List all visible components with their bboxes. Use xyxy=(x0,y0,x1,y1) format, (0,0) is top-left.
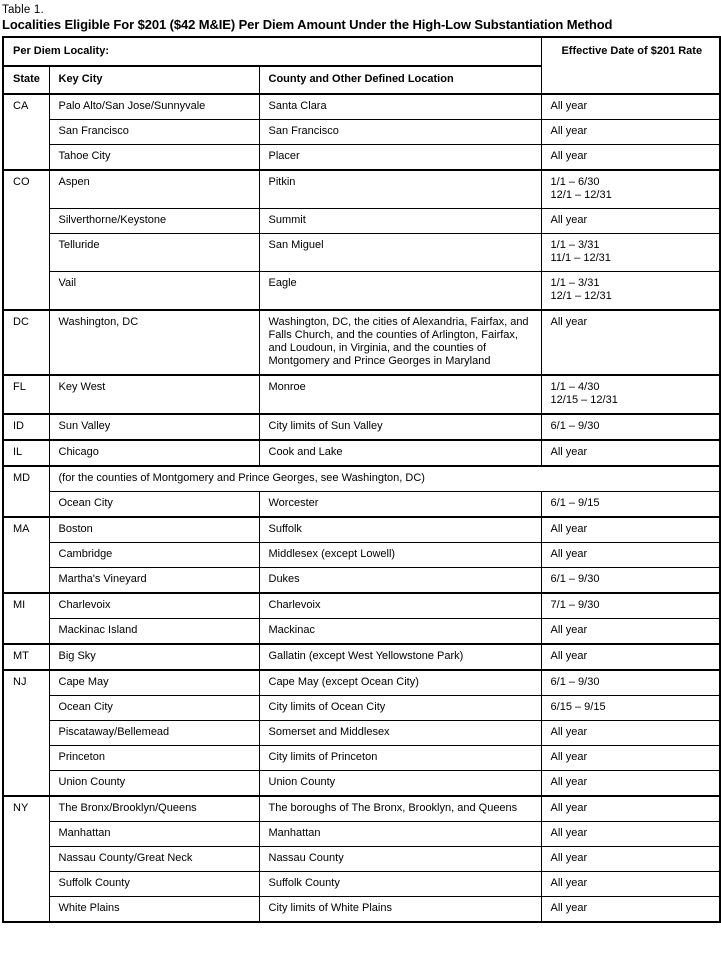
effective-date-cell xyxy=(541,746,720,771)
effective-date-line: All year xyxy=(550,100,588,112)
key-city-cell: Princeton xyxy=(49,746,259,771)
per-diem-locality-header: Per Diem Locality: xyxy=(3,37,541,66)
county-cell: Placer xyxy=(259,145,541,171)
county-cell: Eagle xyxy=(259,272,541,311)
key-city-cell: Vail xyxy=(49,272,259,311)
effective-date-cell xyxy=(541,644,720,670)
effective-date-line: All year xyxy=(550,852,588,864)
effective-date-line: 6/15 – 9/15 xyxy=(550,701,606,713)
county-cell: Somerset and Middlesex xyxy=(259,721,541,746)
key-city-cell: Cambridge xyxy=(49,543,259,568)
effective-date-line: 6/1 – 9/30 xyxy=(550,573,600,585)
table-row xyxy=(3,414,720,440)
state-cell: FL xyxy=(3,375,49,414)
key-city-cell: Aspen xyxy=(49,170,259,209)
county-cell: Manhattan xyxy=(259,822,541,847)
state-cell: CA xyxy=(3,94,49,170)
key-city-cell: Tahoe City xyxy=(49,145,259,171)
effective-date-line: All year xyxy=(550,751,588,763)
effective-date-cell xyxy=(541,234,720,272)
table-row xyxy=(3,872,720,897)
state-column-header: State xyxy=(3,66,49,94)
table-row xyxy=(3,517,720,543)
table-row xyxy=(3,822,720,847)
effective-date-cell xyxy=(541,847,720,872)
county-cell: Worcester xyxy=(259,492,541,518)
state-cell: ID xyxy=(3,414,49,440)
county-cell: City limits of Ocean City xyxy=(259,696,541,721)
county-cell: Nassau County xyxy=(259,847,541,872)
key-city-cell: The Bronx/Brooklyn/Queens xyxy=(49,796,259,822)
key-city-cell: Piscataway/Bellemead xyxy=(49,721,259,746)
effective-date-line: All year xyxy=(550,214,588,226)
effective-date-line: All year xyxy=(550,125,588,137)
effective-date-line: All year xyxy=(550,726,588,738)
effective-date-line: 6/1 – 9/30 xyxy=(550,420,600,432)
county-cell: Pitkin xyxy=(259,170,541,209)
key-city-cell: Sun Valley xyxy=(49,414,259,440)
effective-date-cell xyxy=(541,619,720,645)
key-city-cell: Cape May xyxy=(49,670,259,696)
key-city-cell: Chicago xyxy=(49,440,259,466)
table-row xyxy=(3,234,720,272)
effective-date-cell xyxy=(541,593,720,619)
effective-date-cell xyxy=(541,796,720,822)
effective-date-line: 12/1 – 12/31 xyxy=(550,290,612,302)
table-row xyxy=(3,543,720,568)
county-cell: Washington, DC, the cities of Alexandria, Fairfax, and Falls Church, and the counties of Arlington, Fairfax, and Loudoun, in Virginia, and the counties of Montgomery and Prince Georges in Maryland xyxy=(259,310,541,375)
effective-date-line: All year xyxy=(550,802,588,814)
effective-date-cell xyxy=(541,568,720,594)
key-city-cell: Washington, DC xyxy=(49,310,259,375)
state-cell: IL xyxy=(3,440,49,466)
effective-date-line: All year xyxy=(550,877,588,889)
key-city-cell: Boston xyxy=(49,517,259,543)
effective-date-line: 1/1 – 3/31 xyxy=(550,239,600,251)
table-row xyxy=(3,796,720,822)
table-row xyxy=(3,170,720,209)
page-title: Localities Eligible For $201 ($42 M&IE) Per Diem Amount Under the High-Low Substantiation Method xyxy=(2,17,613,32)
county-cell: City limits of Sun Valley xyxy=(259,414,541,440)
table-row xyxy=(3,619,720,645)
state-cell: NY xyxy=(3,796,49,922)
effective-date-line: 11/1 – 12/31 xyxy=(550,252,611,264)
key-city-cell: Silverthorne/Keystone xyxy=(49,209,259,234)
effective-date-header: Effective Date of $201 Rate xyxy=(541,37,720,94)
table-row xyxy=(3,94,720,120)
county-cell: Santa Clara xyxy=(259,94,541,120)
key-city-cell: Charlevoix xyxy=(49,593,259,619)
table-row xyxy=(3,696,720,721)
county-cell: Middlesex (except Lowell) xyxy=(259,543,541,568)
county-cell: Gallatin (except West Yellowstone Park) xyxy=(259,644,541,670)
key-city-cell: Martha's Vineyard xyxy=(49,568,259,594)
table-row xyxy=(3,375,720,414)
effective-date-cell xyxy=(541,94,720,120)
effective-date-line: All year xyxy=(550,316,588,328)
county-cell: Summit xyxy=(259,209,541,234)
effective-date-cell xyxy=(541,771,720,797)
effective-date-cell xyxy=(541,414,720,440)
effective-date-line: All year xyxy=(550,150,588,162)
county-cell: Mackinac xyxy=(259,619,541,645)
effective-date-line: All year xyxy=(550,624,588,636)
table-row xyxy=(3,721,720,746)
effective-date-cell xyxy=(541,209,720,234)
state-note-cell: (for the counties of Montgomery and Prince Georges, see Washington, DC) xyxy=(49,466,720,492)
table-row xyxy=(3,209,720,234)
effective-date-cell xyxy=(541,721,720,746)
county-cell: Cook and Lake xyxy=(259,440,541,466)
effective-date-line: All year xyxy=(550,650,588,662)
county-cell: San Miguel xyxy=(259,234,541,272)
effective-date-line: All year xyxy=(550,827,588,839)
effective-date-cell xyxy=(541,822,720,847)
key-city-cell: Union County xyxy=(49,771,259,797)
key-city-cell: Key West xyxy=(49,375,259,414)
table-row xyxy=(3,593,720,619)
state-cell: MD xyxy=(3,466,49,517)
county-cell: Suffolk xyxy=(259,517,541,543)
key-city-cell: White Plains xyxy=(49,897,259,923)
state-cell: DC xyxy=(3,310,49,375)
effective-date-line: All year xyxy=(550,446,588,458)
key-city-cell: Ocean City xyxy=(49,492,259,518)
key-city-cell: Telluride xyxy=(49,234,259,272)
county-cell: Dukes xyxy=(259,568,541,594)
effective-date-cell xyxy=(541,696,720,721)
county-column-header: County and Other Defined Location xyxy=(259,66,541,94)
key-city-cell: Suffolk County xyxy=(49,872,259,897)
state-cell: MT xyxy=(3,644,49,670)
effective-date-line: 6/1 – 9/15 xyxy=(550,497,600,509)
effective-date-line: 12/1 – 12/31 xyxy=(550,189,612,201)
county-cell: The boroughs of The Bronx, Brooklyn, and Queens xyxy=(259,796,541,822)
effective-date-line: All year xyxy=(550,902,588,914)
key-city-cell: Ocean City xyxy=(49,696,259,721)
state-cell: NJ xyxy=(3,670,49,796)
effective-date-cell xyxy=(541,145,720,171)
table-row xyxy=(3,568,720,594)
table-row xyxy=(3,771,720,797)
table-row xyxy=(3,897,720,923)
effective-date-cell xyxy=(541,517,720,543)
effective-date-line: All year xyxy=(550,548,588,560)
state-cell: MA xyxy=(3,517,49,593)
effective-date-line: 12/15 – 12/31 xyxy=(550,394,618,406)
effective-date-cell xyxy=(541,872,720,897)
effective-date-cell xyxy=(541,375,720,414)
effective-date-cell xyxy=(541,492,720,518)
county-cell: Suffolk County xyxy=(259,872,541,897)
state-cell: CO xyxy=(3,170,49,310)
effective-date-line: 6/1 – 9/30 xyxy=(550,676,600,688)
effective-date-cell xyxy=(541,272,720,311)
table-row xyxy=(3,440,720,466)
effective-date-cell xyxy=(541,310,720,375)
table-row xyxy=(3,272,720,311)
effective-date-line: All year xyxy=(550,523,588,535)
key-city-column-header: Key City xyxy=(49,66,259,94)
effective-date-line: All year xyxy=(550,776,588,788)
key-city-cell: Nassau County/Great Neck xyxy=(49,847,259,872)
table-row xyxy=(3,847,720,872)
table-row xyxy=(3,310,720,375)
county-cell: Monroe xyxy=(259,375,541,414)
table-row xyxy=(3,492,720,518)
key-city-cell: Palo Alto/San Jose/Sunnyvale xyxy=(49,94,259,120)
effective-date-cell xyxy=(541,170,720,209)
effective-date-cell xyxy=(541,543,720,568)
header-row-locality xyxy=(3,37,720,66)
effective-date-line: 7/1 – 9/30 xyxy=(550,599,600,611)
effective-date-cell xyxy=(541,120,720,145)
effective-date-cell xyxy=(541,897,720,923)
key-city-cell: Mackinac Island xyxy=(49,619,259,645)
county-cell: San Francisco xyxy=(259,120,541,145)
effective-date-line: 1/1 – 3/31 xyxy=(550,277,600,289)
table-row xyxy=(3,466,720,492)
county-cell: City limits of White Plains xyxy=(259,897,541,923)
effective-date-line: 1/1 – 4/30 xyxy=(550,381,600,393)
key-city-cell: San Francisco xyxy=(49,120,259,145)
county-cell: City limits of Princeton xyxy=(259,746,541,771)
county-cell: Union County xyxy=(259,771,541,797)
county-cell: Cape May (except Ocean City) xyxy=(259,670,541,696)
per-diem-table xyxy=(2,36,721,923)
table-body xyxy=(3,94,720,922)
key-city-cell: Big Sky xyxy=(49,644,259,670)
table-row xyxy=(3,746,720,771)
table-row xyxy=(3,644,720,670)
county-cell: Charlevoix xyxy=(259,593,541,619)
table-row xyxy=(3,120,720,145)
table-row xyxy=(3,145,720,171)
state-cell: MI xyxy=(3,593,49,644)
effective-date-cell xyxy=(541,440,720,466)
table-number: Table 1. xyxy=(2,4,44,16)
key-city-cell: Manhattan xyxy=(49,822,259,847)
effective-date-cell xyxy=(541,670,720,696)
table-row xyxy=(3,670,720,696)
effective-date-line: 1/1 – 6/30 xyxy=(550,176,600,188)
